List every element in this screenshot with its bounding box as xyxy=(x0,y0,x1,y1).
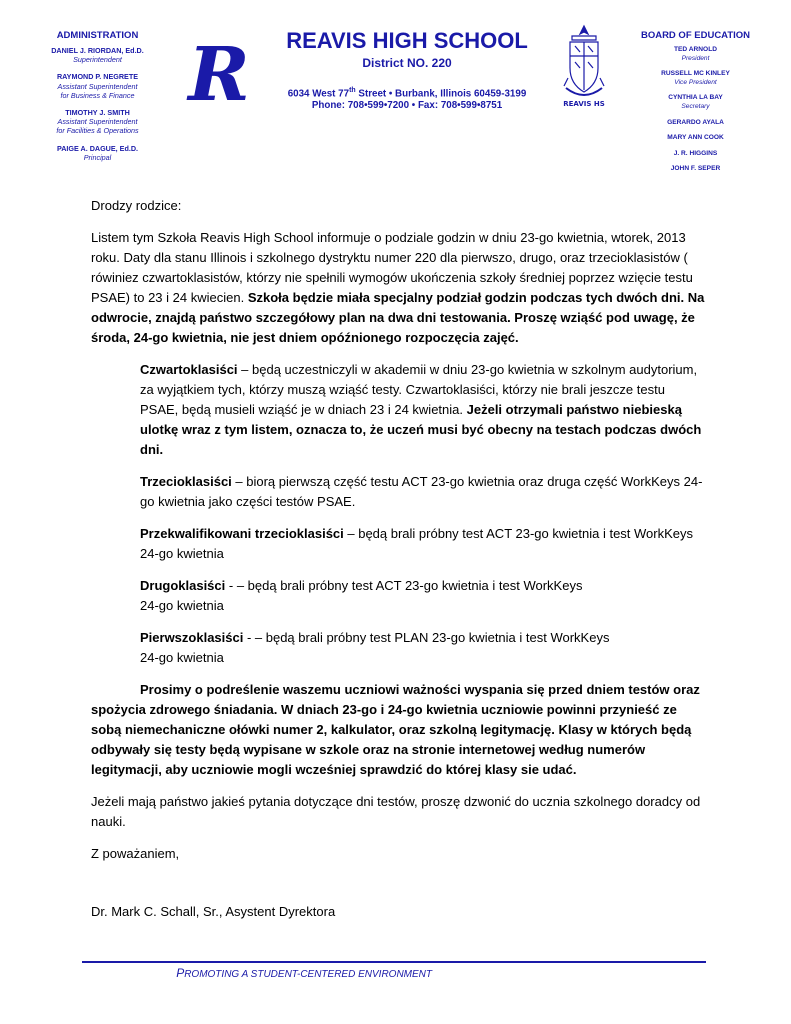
school-phone: Phone: 708•599•7200 • Fax: 708•599•8751 xyxy=(311,100,503,112)
board-name: RUSSELL MC KINLEY xyxy=(661,70,730,78)
board-column xyxy=(618,30,773,181)
prequal-text-line2: 24-go kwietnia xyxy=(140,546,224,561)
admin-entry xyxy=(20,72,175,100)
board-entry xyxy=(618,165,773,174)
board-role: Secretary xyxy=(681,102,710,110)
board-role: President xyxy=(681,54,710,62)
closing: Z poważaniem, xyxy=(91,846,180,861)
board-name: GERARDO AYALA xyxy=(667,118,724,126)
freshmen-label: Pierwszoklasiści xyxy=(140,630,244,645)
school-crest-icon xyxy=(562,22,606,110)
intro-paragraph xyxy=(91,228,706,348)
seniors-bold-text: Jeżeli otrzymali państwo niebieską ulotkę wraz z tym listem, oznacza to, że uczeń musi być obecny na testach podczas dwóch dni. xyxy=(140,402,702,457)
board-name: JOHN F. SEPER xyxy=(670,165,721,173)
footer-divider xyxy=(82,961,706,963)
prequalified-juniors-paragraph xyxy=(91,524,706,564)
prequal-text: – będą brali próbny test ACT 23-go kwietnia i test WorkKeys xyxy=(343,526,694,541)
admin-entry xyxy=(20,144,175,162)
admin-role: for Facilities & Operations xyxy=(56,126,139,136)
sophomores-label: Drugoklasiści xyxy=(140,578,226,593)
admin-entry xyxy=(20,46,175,64)
admin-name: TIMOTHY J. SMITH xyxy=(65,108,130,118)
board-entry xyxy=(618,150,773,159)
board-entry xyxy=(618,94,773,111)
seniors-paragraph xyxy=(91,360,706,460)
admin-name: PAIGE A. DAGUE, Ed.D. xyxy=(56,143,139,153)
juniors-text: – biorą pierwszą część testu ACT 23-go kwietnia oraz druga część WorkKeys 24-go kwietnia jako części testów PSAE. xyxy=(140,474,703,509)
intro-bold-text: Szkoła będzie miała specjalny podział godzin podczas tych dwóch dni. Na odwrocie, znajdą państwo szczegółowy plan na dwa dni testowania. Proszę wziąść pod uwagę, że środa, 24-go kwietnia, nie jest dniem opóźnionego rozpoczęcia zajęć. xyxy=(91,290,705,345)
board-name: CYNTHIA LA BAY xyxy=(668,94,723,102)
address-part: 6034 West 77 xyxy=(287,88,350,100)
freshmen-text: - – będą brali próbny test PLAN 23-go kwietnia i test WorkKeys xyxy=(243,630,610,645)
school-name: REAVIS HIGH SCHOOL xyxy=(286,28,528,53)
prequal-label: Przekwalifikowani trzecioklasiści xyxy=(140,526,344,541)
administration-title: ADMINISTRATION xyxy=(56,30,139,41)
admin-entry xyxy=(20,108,175,136)
questions-paragraph: Jeżeli mają państwo jakieś pytania dotyczące dni testów, proszę dzwonić do ucznia szkolnego doradcy od nauki. xyxy=(91,794,701,829)
freshmen-paragraph xyxy=(91,628,706,668)
juniors-label: Trzecioklasiści xyxy=(140,474,232,489)
letter-body xyxy=(91,196,706,922)
signature: Dr. Mark C. Schall, Sr., Asystent Dyrektora xyxy=(91,904,336,919)
admin-role: Assistant Superintendent xyxy=(57,117,138,127)
crest-text: REAVIS HS xyxy=(563,100,605,108)
school-address xyxy=(262,85,552,100)
address-part: Street • Burbank, Illinois 60459-3199 xyxy=(355,88,527,100)
greeting: Drodzy rodzice: xyxy=(91,198,182,213)
district-number: District NO. 220 xyxy=(362,56,452,70)
board-entry xyxy=(618,70,773,87)
admin-role: Superintendent xyxy=(73,55,122,65)
board-entry xyxy=(618,119,773,128)
school-logo-r-icon xyxy=(188,32,250,118)
board-entry xyxy=(618,134,773,143)
school-header xyxy=(262,28,552,112)
administration-column xyxy=(20,30,175,170)
sophomores-paragraph xyxy=(91,576,706,616)
admin-name: DANIEL J. RIORDAN, Ed.D. xyxy=(51,46,144,55)
seniors-text: – będą uczestniczyli w akademii w dniu 23-go kwietnia w szkolnym audytorium, za wyjątkiem tych, którzy muszą wziąść testy. Czwartoklasiści, którzy nie brali jeszcze testu PSAE, będą musieli wziąść je w dniach 23 i 24 kwietnia. xyxy=(140,362,698,417)
board-role: Vice President xyxy=(674,78,717,86)
board-title: BOARD OF EDUCATION xyxy=(640,30,751,41)
admin-role: for Business & Finance xyxy=(60,90,135,100)
juniors-paragraph xyxy=(91,472,706,512)
seniors-label: Czwartoklasiści xyxy=(140,362,238,377)
admin-role: Assistant Superintendent xyxy=(57,81,138,91)
logo-letter: R xyxy=(188,32,250,118)
admin-role: Principal xyxy=(83,152,112,162)
request-paragraph: Prosimy o podreślenie waszemu uczniowi ważności wyspania się przed dniem testów oraz spożycia zdrowego śniadania. W dniach 23-go i 24-go kwietnia uczniowie powinni przynieść ze sobą niemechaniczne ołówki numer 2, kalkulator, oraz szkolną legitymację. Klasy w których będą odbywały się testy będą wypisane w szkole oraz na stronie internetowej według numerów legitymacji, aby uczniowie mogli wcześniej sprawdzić do której klasy sie udać. xyxy=(91,682,700,777)
board-name: J. R. HIGGINS xyxy=(673,149,718,157)
freshmen-text-line2: 24-go kwietnia xyxy=(140,650,224,665)
admin-name: RAYMOND P. NEGRETE xyxy=(56,72,139,82)
sophomores-text: - – będą brali próbny test ACT 23-go kwietnia i test WorkKeys xyxy=(225,578,583,593)
footer-tagline xyxy=(82,966,432,980)
tagline-initial: P xyxy=(176,966,185,980)
board-entry xyxy=(618,46,773,63)
tagline-rest: ROMOTING A STUDENT-CENTERED ENVIRONMENT xyxy=(184,969,432,980)
address-superscript: th xyxy=(349,87,356,94)
intro-text: Listem tym Szkoła Reavis High School informuje o podziale godzin w dniu 23-go kwietnia, wtorek, 2013 roku. Daty dla stanu Illinois i szkolnego dystryktu numer 220 dla pierwszo, drugo, oraz trzecioklasistów ( rówiniez czwartoklasistów, którzy nie spełnili wymogów ukończenia szkoły średniej poprzez wzięcie testu PSAE) to 23 i 24 kwiecien. xyxy=(91,230,693,305)
board-name: MARY ANN COOK xyxy=(667,134,724,142)
sophomores-text-line2: 24-go kwietnia xyxy=(140,598,224,613)
board-name: TED ARNOLD xyxy=(674,46,717,53)
